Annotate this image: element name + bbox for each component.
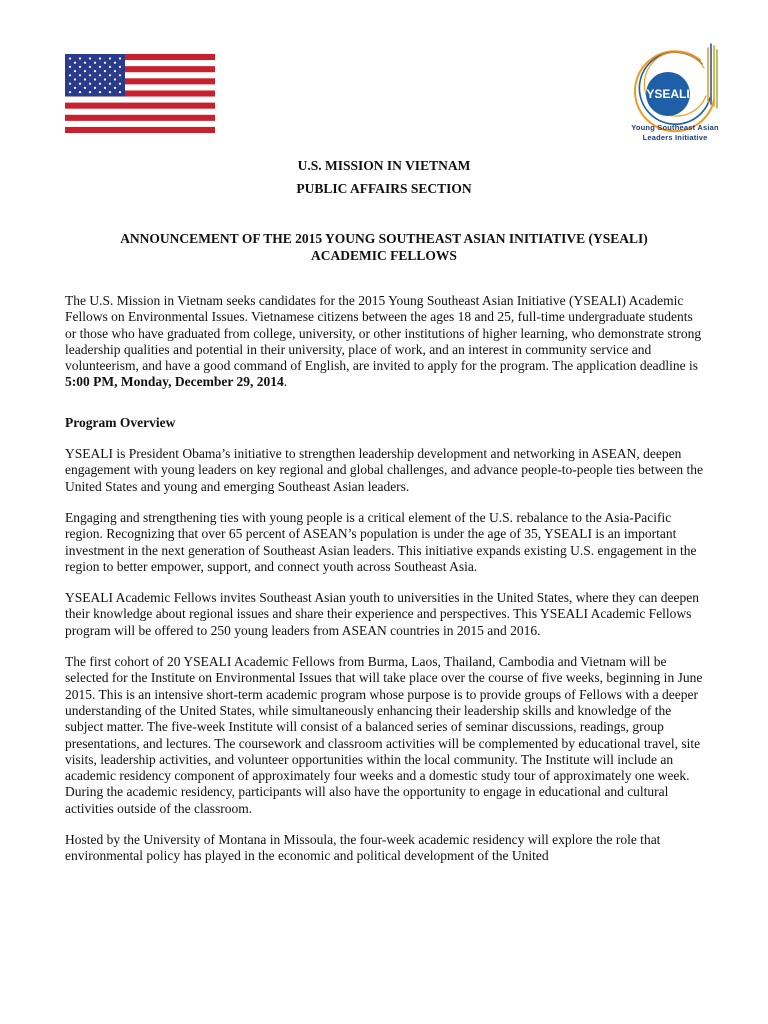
intro-paragraph [65,293,707,391]
deadline-text: 5:00 PM, Monday, December 29, 2014 [65,374,284,390]
logo-caption [610,123,740,142]
intro-text: The U.S. Mission in Vietnam seeks candidates for the 2015 Young Southeast Asian Initiative (YSEALI) Academic Fellows on Environmental Issues. Vietnamese citizens between the ages 18 and 25, full-time undergraduate students or those who have graduated from college, university, or other institutions of higher learning, who demonstrate strong leadership qualities and potential in their university, place of work, and an interest in community service and volunteerism, and have a good command of English, are invited to apply for the program. The application deadline is [65,293,702,374]
paragraph: The first cohort of 20 YSEALI Academic Fellows from Burma, Laos, Thailand, Cambodia and Vietnam will be selected for the Institute on Environmental Issues that will take place over the course of five weeks, beginning in June 2015. This is an intensive short-term academic program whose purpose is to provide groups of Fellows with a deeper understanding of the United States, while simultaneously enhancing their leadership skills and knowledge of the subject matter. The five-week Institute will consist of a balanced series of seminar discussions, readings, group presentations, and lectures. The coursework and classroom activities will be complemented by educational travel, site visits, leadership activities, and volunteer opportunities within the local community. The Institute will include an academic residency component of approximately four weeks and a domestic study tour of approximately one week. During the academic residency, participants will also have the opportunity to engage in educational and cultural activities outside of the classroom. [65,654,703,816]
logo-caption-line2: Leaders Initiative [642,132,708,142]
paragraph: Engaging and strengthening ties with young people is a critical element of the U.S. rebalance to the Asia-Pacific region. Recognizing that over 65 percent of ASEAN’s population is under the age of 35, YSEALI is an important investment in the next generation of Southeast Asian leaders. This initiative expands existing U.S. engagement in the region to better empower, support, and connect youth across Southeast Asia. [65,509,697,574]
us-flag-icon [65,54,215,133]
header-mission: U.S. MISSION IN VIETNAM [297,158,471,173]
logo-wordmark: YSEALI [646,87,690,101]
paragraph: YSEALI is President Obama’s initiative to strengthen leadership development and networking in ASEAN, deepen engagement with young leaders on key regional and global challenges, and advance people-to-people ties between the United States and young and emerging Southeast Asian leaders. [65,446,704,494]
logo-caption-line1: Young Southeast Asian [631,123,719,132]
header-section: PUBLIC AFFAIRS SECTION [296,181,472,196]
paragraph: Hosted by the University of Montana in Missoula, the four-week academic residency will explore the role that environmental policy has played in the economic and political development of the United [65,832,661,864]
announcement-line1: ANNOUNCEMENT OF THE 2015 YOUNG SOUTHEAST ASIAN INITIATIVE (YSEALI) [120,231,648,246]
section-title: Program Overview [65,414,176,430]
document-body [65,293,707,880]
announcement-title [60,230,708,264]
announcement-line2: ACADEMIC FELLOWS [311,248,457,263]
paragraph: YSEALI Academic Fellows invites Southeast Asian youth to universities in the United States, where they can deepen their knowledge about regional issues and share their experience and perspectives. This YSEALI Academic Fellows program will be offered to 250 young leaders from ASEAN countries in 2015 and 2016. [65,590,699,638]
intro-end: . [283,374,288,390]
